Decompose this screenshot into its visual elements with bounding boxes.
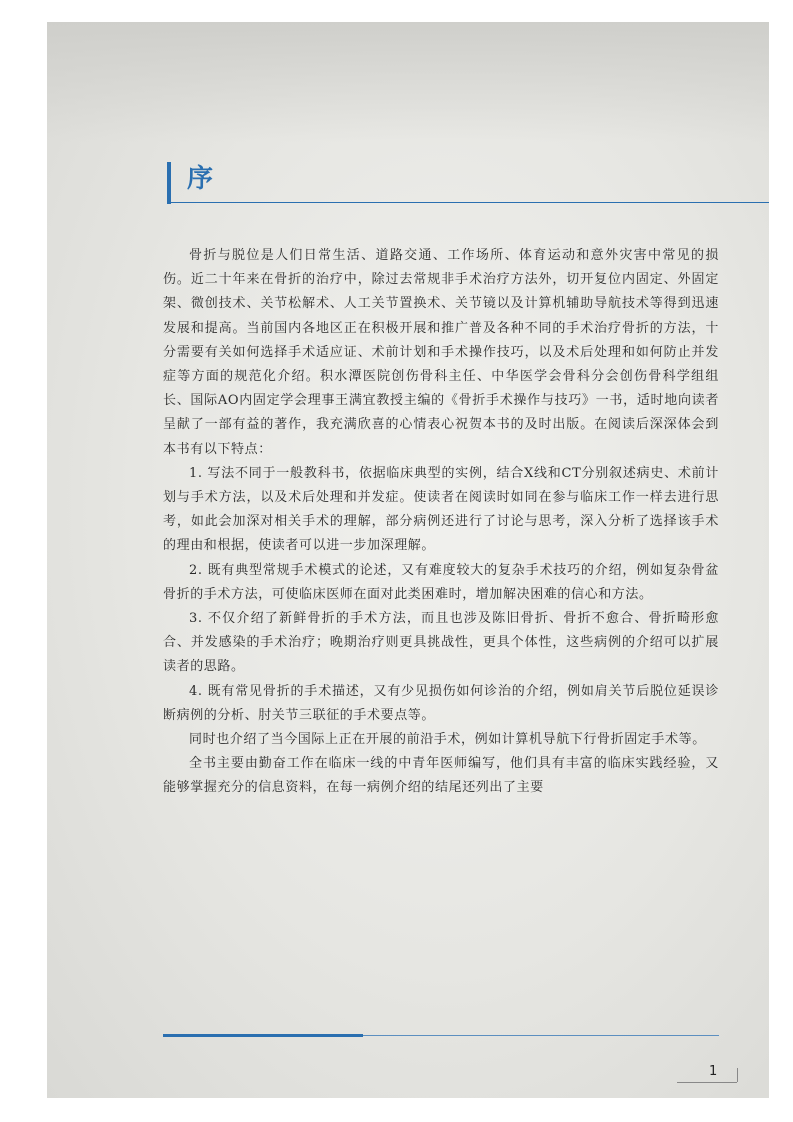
paragraph: 全书主要由勤奋工作在临床一线的中青年医师编写，他们具有丰富的临床实践经验，又能够掌握充分的信息资料，在每一病例介绍的结尾还列出了主要	[163, 756, 719, 796]
paragraph: 3. 不仅介绍了新鲜骨折的手术方法，而且也涉及陈旧骨折、骨折不愈合、骨折畸形愈合、并发感染的手术治疗；晚期治疗则更具挑战性，更具个体性，这些病例的介绍可以扩展读者的思路。	[163, 611, 719, 675]
paragraph: 2. 既有典型常规手术模式的论述，又有难度较大的复杂手术技巧的介绍，例如复杂骨盆骨折的手术方法，可使临床医师在面对此类困难时，增加解决困难的信心和方法。	[163, 562, 719, 602]
paragraph: 1. 写法不同于一般教科书，依据临床典型的实例，结合X线和CT分别叙述病史、术前计划与手术方法，以及术后处理和并发症。使读者在阅读时如同在参与临床工作一样去进行思考，如此会加深对相关手术的理解，部分病例还进行了讨论与思考，深入分析了选择该手术的理由和根据，使读者可以进一步加深理解。	[163, 465, 719, 554]
paragraph: 4. 既有常见骨折的手术描述，又有少见损伤如何诊治的介绍，例如肩关节后脱位延误诊断病例的分析、肘关节三联征的手术要点等。	[163, 683, 719, 723]
footer-rule	[363, 1035, 719, 1036]
title-accent-bar	[167, 162, 171, 204]
page-number-rule	[677, 1082, 737, 1083]
body-text	[163, 244, 719, 801]
paragraph: 同时也介绍了当今国际上正在开展的前沿手术，例如计算机导航下行骨折固定手术等。	[189, 732, 706, 748]
page-shadow	[47, 22, 769, 142]
page-number-tick	[737, 1068, 738, 1082]
page-title: 序	[187, 164, 214, 194]
page-number: 1	[709, 1064, 718, 1079]
title-underline	[167, 202, 769, 203]
footer-rule-accent	[163, 1034, 363, 1037]
paragraph: 骨折与脱位是人们日常生活、道路交通、工作场所、体育运动和意外灾害中常见的损伤。近二十年来在骨折的治疗中，除过去常规非手术治疗方法外，切开复位内固定、外固定架、微创技术、关节松解术、人工关节置换术、关节镜以及计算机辅助导航技术等得到迅速发展和提高。当前国内各地区正在积极开展和推广普及各种不同的手术治疗骨折的方法，十分需要有关如何选择手术适应证、术前计划和手术操作技巧，以及术后处理和如何防止并发症等方面的规范化介绍。积水潭医院创伤骨科主任、中华医学会骨科分会创伤骨科学组组长、国际AO内固定学会理事王满宜教授主编的《骨折手术操作与技巧》一书，适时地向读者呈献了一部有益的著作，我充满欣喜的心情表心祝贺本书的及时出版。在阅读后深深体会到本书有以下特点：	[163, 248, 719, 457]
book-page	[47, 22, 769, 1098]
